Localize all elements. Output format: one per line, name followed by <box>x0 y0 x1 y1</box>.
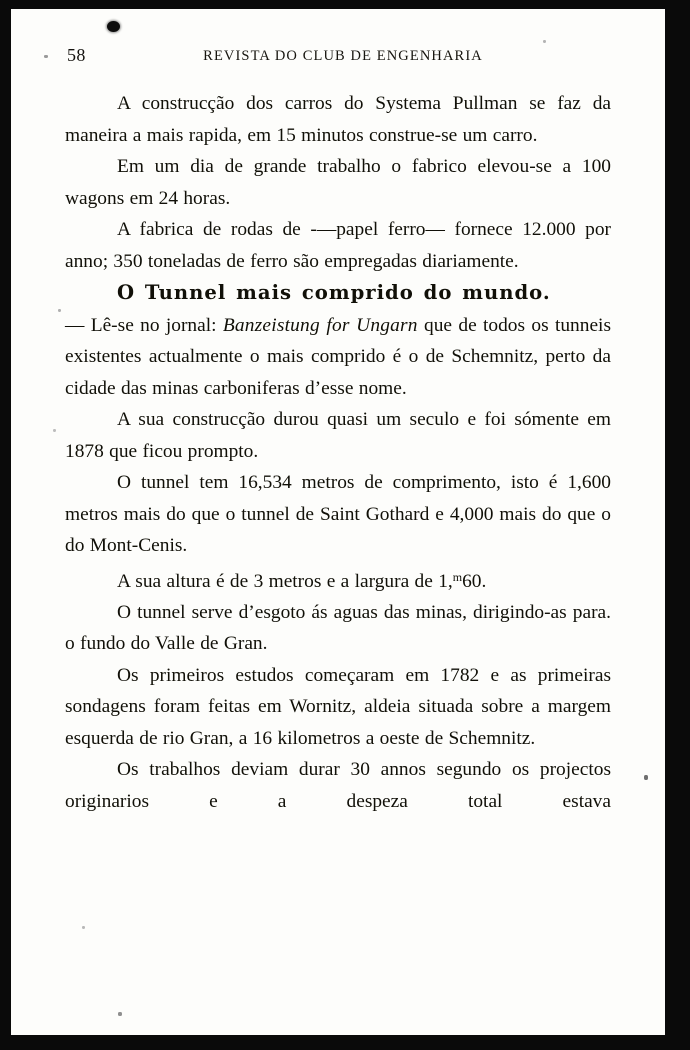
journal-title: REVISTA DO CLUB DE ENGENHARIA <box>203 48 483 64</box>
page-number: 58 <box>67 45 86 65</box>
paragraph-first-studies: Os primeiros estudos começaram em 1782 e as primeiras sondagens foram feitas em Wornitz, aldeia situada sobre a margem esquerda de rio Gran, a 16 kilometros a oeste de Schemnitz. <box>65 664 611 749</box>
paragraph-wheel-factory: A fabrica de rodas de -—papel ferro— fornece 12.000 por anno; 350 toneladas de ferro são empregadas diariamente. <box>65 219 611 272</box>
paragraph-pullman-cars: A construcção dos carros do Systema Pullman se faz da maneira a mais rapida, em 15 minutos construe-se um carro. <box>65 93 611 146</box>
paragraph-daily-output: Em um dia de grande trabalho o fabrico elevou-se a 100 wagons em 24 horas. <box>65 156 611 209</box>
paragraph-construction-duration: A sua construcção durou quasi um seculo e foi sómente em 1878 que ficou prompto. <box>65 409 611 462</box>
metre-superscript: m <box>452 569 463 584</box>
scan-speck-icon <box>644 775 648 780</box>
scan-speck-icon <box>543 40 546 43</box>
article-body <box>65 88 611 817</box>
scan-speck-icon <box>82 926 85 929</box>
paragraph-tunnel-length: O tunnel tem 16,534 metros de comprimento, isto é 1,600 metros mais do que o tunnel de Saint Gothard e 4,000 mais do que o do Mont-Cenis. <box>65 472 611 556</box>
paragraph-tunnel-dimensions <box>65 562 611 597</box>
section-heading: O Tunnel mais comprido do mundo. <box>117 281 551 304</box>
dimensions-text: A sua altura é de 3 metros e a largura de 1, <box>117 570 453 592</box>
section-lead-paragraph <box>65 277 611 310</box>
page-sheet <box>11 9 665 1035</box>
ink-blot-artifact <box>107 21 120 32</box>
lead-suffix: que de todos os tunneis existentes actualmente o mais comprido é o de Schemnitz, perto da cidade das minas carboniferas d’esse nome. <box>65 314 611 399</box>
running-head <box>11 45 665 69</box>
section-lead-continuation <box>65 310 611 405</box>
scan-speck-icon <box>58 309 61 312</box>
scan-speck-icon <box>118 1012 122 1016</box>
scan-speck-icon <box>53 429 56 432</box>
journal-name-italic: Banzeistung for Ungarn <box>222 314 418 336</box>
dimensions-suffix: 60. <box>462 570 487 592</box>
lead-prefix: — Lê-se no jornal: <box>65 314 223 336</box>
paragraph-drainage: O tunnel serve d’esgoto ás aguas das minas, dirigindo-as para. o fundo do Valle de Gran. <box>65 601 611 655</box>
paragraph-works-duration: Os trabalhos deviam durar 30 annos segundo os projectos originarios e a despeza total estava <box>65 759 611 812</box>
